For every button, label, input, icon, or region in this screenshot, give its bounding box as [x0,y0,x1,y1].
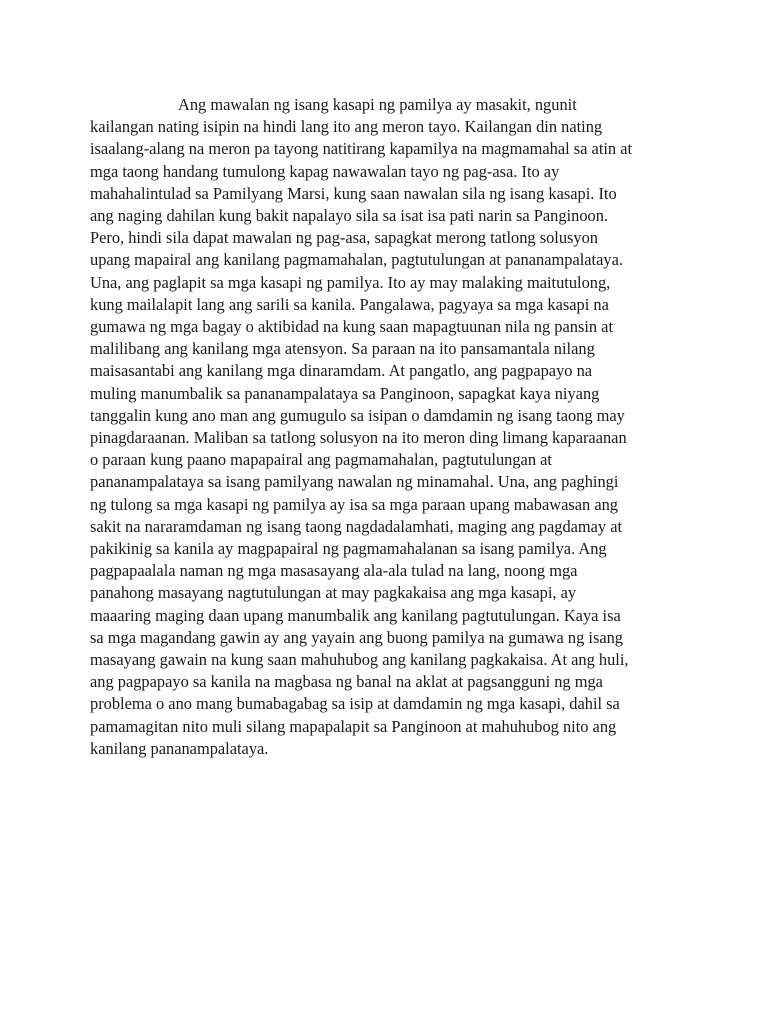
text-line: maisasantabi ang kanilang mga dinaramdam. At pangatlo, ang pagpapayo na [90,361,593,381]
text-line: ang naging dahilan kung bakit napalayo sila sa isat isa pati narin sa Panginoon. [90,206,609,226]
text-line: mga taong handang tumulong kapag nawawalan tayo ng pag-asa. Ito ay [90,161,560,181]
text-line: isaalang-alang na meron pa tayong natitirang kapamilya na magmamahal sa atin at [90,139,633,159]
text-line: Ang mawalan ng isang kasapi ng pamilya ay masakit, ngunit [178,95,577,114]
text-line: pagpapaalala naman ng mga masasayang ala-ala tulad na lang, noong mga [90,561,578,581]
text-line: maaaring maging daan upang manumbalik ang kanilang pagtutulungan. Kaya isa [90,605,621,625]
text-line: kanilang pananampalataya. [90,738,269,758]
text-line: malilibang ang kanilang mga atensyon. Sa paraan na ito pansamantala nilang [90,339,595,359]
text-line: panahong masayang nagtutulungan at may pagkakaisa ang mga kasapi, ay [90,583,577,603]
text-line: masayang gawain na kung saan mahuhubog ang kanilang pagkakaisa. At ang huli, [90,650,629,670]
text-line: upang mapairal ang kanilang pagmamahalan, pagtutulungan at pananampalataya. [90,250,623,270]
text-line: mahahalintulad sa Pamilyang Marsi, kung saan nawalan sila ng isang kasapi. Ito [90,183,617,203]
text-line: kailangan nating isipin na hindi lang ito ang meron tayo. Kailangan din nating [90,117,603,137]
text-line: pananampalataya sa isang pamilyang nawalan ng minamahal. Una, ang paghingi [90,472,619,492]
text-line: sa mga magandang gawin ay ang yayain ang buong pamilya na gumawa ng isang [90,627,623,647]
text-line: o paraan kung paano mapapairal ang pagmamahalan, pagtutulungan at [90,450,552,470]
text-line: ng tulong sa mga kasapi ng pamilya ay isa sa mga paraan upang mabawasan ang [90,494,618,514]
text-line: kung mailalapit lang ang sarili sa kanila. Pangalawa, pagyaya sa mga kasapi na [90,294,609,314]
text-line: tanggalin kung ano man ang gumugulo sa isipan o damdamin ng isang taong may [90,405,625,425]
text-line: pinagdaraanan. Maliban sa tatlong solusyon na ito meron ding limang kaparaanan [90,428,627,448]
text-line: pamamagitan nito muli silang mapapalapit sa Panginoon at mahuhubog nito ang [90,716,617,736]
text-line: ang pagpapayo sa kanila na magbasa ng banal na aklat at pagsangguni ng mga [90,672,603,692]
text-line: gumawa ng mga bagay o aktibidad na kung saan mapagtuunan nila ng pansin at [90,317,613,337]
text-line: muling manumbalik sa pananampalataya sa Panginoon, sapagkat kaya niyang [90,383,600,403]
text-line: pakikinig sa kanila ay magpapairal ng pagmamahalanan sa isang pamilya. Ang [90,539,607,559]
text-line: Pero, hindi sila dapat mawalan ng pag-asa, sapagkat merong tatlong solusyon [90,228,598,248]
text-line: sakit na nararamdaman ng isang taong nagdadalamhati, maging ang pagdamay at [90,516,623,536]
text-line: Una, ang paglapit sa mga kasapi ng pamilya. Ito ay may malaking maitutulong, [90,272,611,292]
text-line: problema o ano mang bumabagabag sa isip at damdamin ng mga kasapi, dahil sa [90,694,620,714]
essay-paragraph [90,94,688,760]
